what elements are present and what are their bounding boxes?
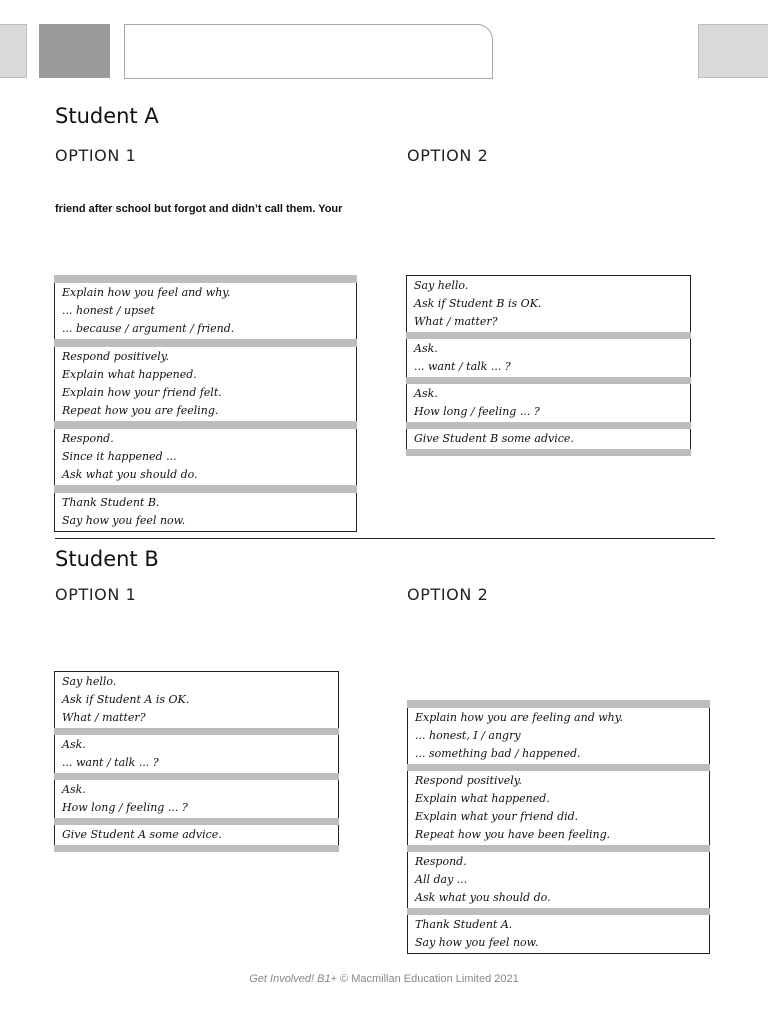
shaded-bottom-band (54, 845, 339, 852)
header-grey-block (39, 24, 110, 78)
prompt-line: Say how you feel now. (62, 514, 186, 527)
prompt-line: Respond. (62, 432, 114, 445)
student-b-heading: Student B (55, 547, 159, 571)
prompt-line: Respond positively. (415, 774, 522, 787)
prompt-line: Explain how you feel and why. (62, 286, 231, 299)
shaded-separator-band (406, 377, 691, 384)
shaded-separator-band (407, 764, 710, 771)
prompt-line: ... honest / upset (62, 304, 155, 317)
prompt-cell (406, 339, 691, 377)
prompt-cell (54, 283, 357, 339)
prompt-line: Explain what happened. (62, 368, 197, 381)
prompt-cell (406, 275, 691, 332)
prompt-line: Explain how your friend felt. (62, 386, 222, 399)
prompt-line: ... want / talk ... ? (62, 756, 159, 769)
prompt-line: Explain what happened. (415, 792, 550, 805)
prompt-line: ... want / talk ... ? (414, 360, 511, 373)
prompt-cell (54, 825, 339, 845)
student-a-option-1-label: OPTION 1 (55, 146, 137, 165)
prompt-line: Ask. (414, 342, 438, 355)
prompt-line: Ask what you should do. (415, 891, 551, 904)
prompt-cell (54, 671, 339, 728)
shaded-top-band (54, 275, 357, 283)
section-divider (55, 538, 715, 539)
student-b-option-1-prompt-box (54, 671, 339, 852)
prompt-line: Give Student A some advice. (62, 828, 222, 841)
student-a-option-1-prompt-box (54, 275, 357, 532)
prompt-line: Ask if Student B is OK. (414, 297, 542, 310)
student-b-option-2-prompt-box (407, 700, 710, 954)
prompt-line: Ask what you should do. (62, 468, 198, 481)
prompt-line: What / matter? (414, 315, 498, 328)
prompt-line: Say hello. (414, 279, 469, 292)
prompt-line: Ask. (414, 387, 438, 400)
prompt-cell (407, 708, 710, 764)
prompt-line: Respond. (415, 855, 467, 868)
prompt-line: Since it happened ... (62, 450, 177, 463)
prompt-line: Thank Student B. (62, 496, 160, 509)
shaded-separator-band (54, 421, 357, 429)
shaded-separator-band (54, 339, 357, 347)
prompt-cell (54, 429, 357, 485)
prompt-line: ... because / argument / friend. (62, 322, 235, 335)
prompt-cell (54, 735, 339, 773)
shaded-bottom-band (406, 449, 691, 456)
shaded-separator-band (54, 485, 357, 493)
prompt-cell (407, 771, 710, 845)
prompt-line: Explain what your friend did. (415, 810, 579, 823)
shaded-separator-band (406, 332, 691, 339)
header-title-tab (124, 24, 493, 79)
prompt-line: Respond positively. (62, 350, 169, 363)
prompt-line: Thank Student A. (415, 918, 513, 931)
shaded-separator-band (406, 422, 691, 429)
header-right-block (698, 24, 768, 78)
student-a-option-2-prompt-box (406, 275, 691, 456)
prompt-line: All day ... (415, 873, 468, 886)
footer-copyright: © Macmillan Education Limited 2021 (336, 973, 519, 985)
prompt-line: Ask. (62, 783, 86, 796)
prompt-line: Repeat how you have been feeling. (415, 828, 611, 841)
shaded-separator-band (54, 818, 339, 825)
student-a-option-1-text: friend after school but forgot and didn’t call them. Your (55, 203, 343, 215)
footer-course-title: Get Involved! B1+ (249, 973, 337, 985)
prompt-cell (406, 429, 691, 449)
prompt-line: Explain how you are feeling and why. (415, 711, 623, 724)
prompt-line: Say how you feel now. (415, 936, 539, 949)
prompt-line: How long / feeling ... ? (414, 405, 540, 418)
prompt-line: ... honest, I / angry (415, 729, 521, 742)
prompt-line: Give Student B some advice. (414, 432, 574, 445)
prompt-line: ... something bad / happened. (415, 747, 581, 760)
shaded-separator-band (407, 908, 710, 915)
prompt-cell (407, 852, 710, 908)
student-b-option-1-label: OPTION 1 (55, 585, 137, 604)
student-a-heading: Student A (55, 104, 159, 128)
shaded-separator-band (54, 728, 339, 735)
student-a-option-2-label: OPTION 2 (407, 146, 489, 165)
prompt-cell (54, 347, 357, 421)
shaded-separator-band (54, 773, 339, 780)
prompt-line: Repeat how you are feeling. (62, 404, 219, 417)
shaded-top-band (407, 700, 710, 708)
prompt-line: Ask if Student A is OK. (62, 693, 190, 706)
prompt-cell (54, 780, 339, 818)
prompt-cell (407, 915, 710, 954)
prompt-line: What / matter? (62, 711, 146, 724)
shaded-separator-band (407, 845, 710, 852)
prompt-line: Say hello. (62, 675, 117, 688)
page-footer (0, 973, 768, 985)
prompt-line: Ask. (62, 738, 86, 751)
prompt-line: How long / feeling ... ? (62, 801, 188, 814)
student-b-option-2-label: OPTION 2 (407, 585, 489, 604)
prompt-cell (406, 384, 691, 422)
header-left-block (0, 24, 27, 78)
prompt-cell (54, 493, 357, 532)
